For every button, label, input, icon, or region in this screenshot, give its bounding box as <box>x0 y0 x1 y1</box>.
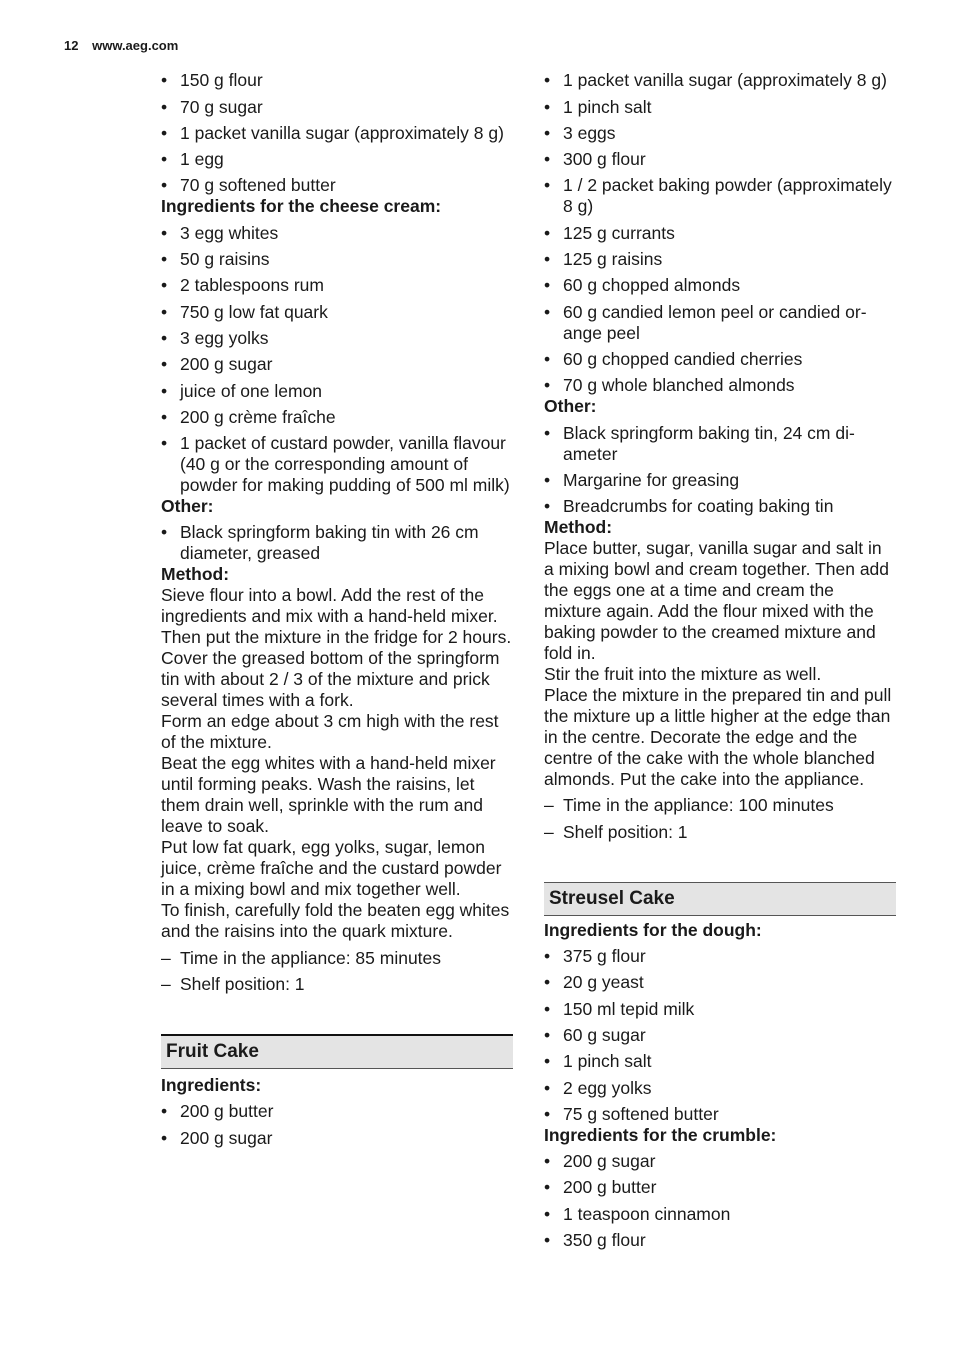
list-item: • 200 g butter <box>161 1101 513 1122</box>
setting-item: – Time in the appliance: 85 minutes <box>161 948 513 969</box>
list-item: • 750 g low fat quark <box>161 302 513 323</box>
list-item: • 50 g raisins <box>161 249 513 270</box>
list-item: • 1 / 2 packet baking powder (approximately 8 g) <box>544 175 896 217</box>
list-item: • 200 g butter <box>544 1177 896 1198</box>
list-item: • 75 g softened butter <box>544 1104 896 1125</box>
other-list <box>544 423 896 518</box>
list-item: • Margarine for greasing <box>544 470 896 491</box>
list-item: • 60 g sugar <box>544 1025 896 1046</box>
list-item: • Breadcrumbs for coating baking tin <box>544 496 896 517</box>
list-item: • 70 g softened butter <box>161 175 513 196</box>
list-item: • 150 g flour <box>161 70 513 91</box>
list-item: • juice of one lemon <box>161 381 513 402</box>
page-header <box>64 38 178 53</box>
fruit-cake-list <box>161 1101 513 1148</box>
list-item: • 20 g yeast <box>544 972 896 993</box>
cheese-cream-list <box>161 223 513 496</box>
other-heading: Other: <box>161 496 214 517</box>
list-item: • 300 g flour <box>544 149 896 170</box>
method-heading: Method: <box>544 517 613 538</box>
list-item: • 3 egg whites <box>161 223 513 244</box>
dough-list <box>544 946 896 1125</box>
method-paragraph: Form an edge about 3 cm high with the rest of the mixture. <box>161 711 499 753</box>
list-item: • 3 egg yolks <box>161 328 513 349</box>
list-item: • 2 tablespoons rum <box>161 275 513 296</box>
method-paragraph: Place the mixture in the prepared tin and pull the mixture up a little higher at the edge than in the centre. Decorate the edge and the centre of the cake with the whole blanched almonds. Put the cake into the appliance. <box>544 685 892 790</box>
cheese-cream-heading: Ingredients for the cheese cream: <box>161 196 442 217</box>
list-item: • 1 packet vanilla sugar (approximately 8 g) <box>544 70 896 91</box>
method-paragraph: Stir the fruit into the mixture as well. <box>544 664 822 685</box>
other-list <box>161 522 513 564</box>
list-item: • 200 g crème fraîche <box>161 407 513 428</box>
list-item: • 200 g sugar <box>161 354 513 375</box>
list-item: • Black springform baking tin with 26 cm diameter, greased <box>161 522 513 564</box>
dough-list <box>161 70 513 196</box>
list-item: • 2 egg yolks <box>544 1078 896 1099</box>
list-item: • Black springform baking tin, 24 cm diameter <box>544 423 896 465</box>
website-url: www.aeg.com <box>92 38 179 53</box>
list-item: • 125 g raisins <box>544 249 896 270</box>
settings-list <box>161 948 513 995</box>
list-item: • 200 g sugar <box>161 1128 513 1149</box>
method-heading: Method: <box>161 564 230 585</box>
list-item: • 125 g currants <box>544 223 896 244</box>
list-item: • 350 g flour <box>544 1230 896 1251</box>
left-column <box>161 70 513 1149</box>
method-paragraph: Put low fat quark, egg yolks, sugar, lemon juice, crème fraîche and the custard powder in a mixing bowl and mix together well. <box>161 837 502 900</box>
fruit-cake-list-continued <box>544 70 896 396</box>
method-paragraph: Cover the greased bottom of the springform tin with about 2 / 3 of the mixture and prick several times with a fork. <box>161 648 500 711</box>
list-item: • 70 g whole blanched almonds <box>544 375 896 396</box>
right-column <box>544 70 896 1251</box>
list-item: • 150 ml tepid milk <box>544 999 896 1020</box>
list-item: • 1 packet of custard powder, vanilla flavour (40 g or the corresponding amount of powder for making pudding of 500 ml milk) <box>161 433 513 496</box>
list-item: • 1 egg <box>161 149 513 170</box>
list-item: • 200 g sugar <box>544 1151 896 1172</box>
dough-heading: Ingredients for the dough: <box>544 919 762 940</box>
list-item: • 1 packet vanilla sugar (approximately 8 g) <box>161 123 513 144</box>
crumble-heading: Ingredients for the crumble: <box>544 1124 777 1145</box>
method-paragraph: Sieve flour into a bowl. Add the rest of the ingredients and mix with a hand-held mixer. Then put the mixture in the fridge for 2 hours. <box>161 585 512 648</box>
list-item: • 1 teaspoon cinnamon <box>544 1204 896 1225</box>
fruit-cake-ingredients-heading: Ingredients: <box>161 1075 262 1096</box>
list-item: • 60 g chopped almonds <box>544 275 896 296</box>
list-item: • 60 g chopped candied cherries <box>544 349 896 370</box>
list-item: • 3 eggs <box>544 123 896 144</box>
method-paragraph: To finish, carefully fold the beaten egg whites and the raisins into the quark mixture. <box>161 900 510 942</box>
list-item: • 1 pinch salt <box>544 1051 896 1072</box>
list-item: • 70 g sugar <box>161 97 513 118</box>
method-paragraph: Place butter, sugar, vanilla sugar and salt in a mixing bowl and cream together. Then add the eggs one at a time and cream the mixture again. Add the flour mixed with the baking powder to the creamed mixture and fold in. <box>544 538 890 664</box>
setting-item: – Time in the appliance: 100 minutes <box>544 795 896 816</box>
setting-item: – Shelf position: 1 <box>161 974 513 995</box>
method-paragraph: Beat the egg whites with a hand-held mixer until forming peaks. Wash the raisins, let them drain well, sprinkle with the rum and leave to soak. <box>161 753 496 837</box>
other-heading: Other: <box>544 396 597 417</box>
list-item: • 1 pinch salt <box>544 97 896 118</box>
setting-item: – Shelf position: 1 <box>544 822 896 843</box>
streusel-cake-title: Streusel Cake <box>544 882 896 916</box>
list-item: • 60 g candied lemon peel or candied orange peel <box>544 302 896 344</box>
crumble-list <box>544 1151 896 1251</box>
list-item: • 375 g flour <box>544 946 896 967</box>
fruit-cake-title: Fruit Cake <box>161 1034 513 1069</box>
settings-list <box>544 795 896 842</box>
page-number: 12 <box>64 38 79 53</box>
